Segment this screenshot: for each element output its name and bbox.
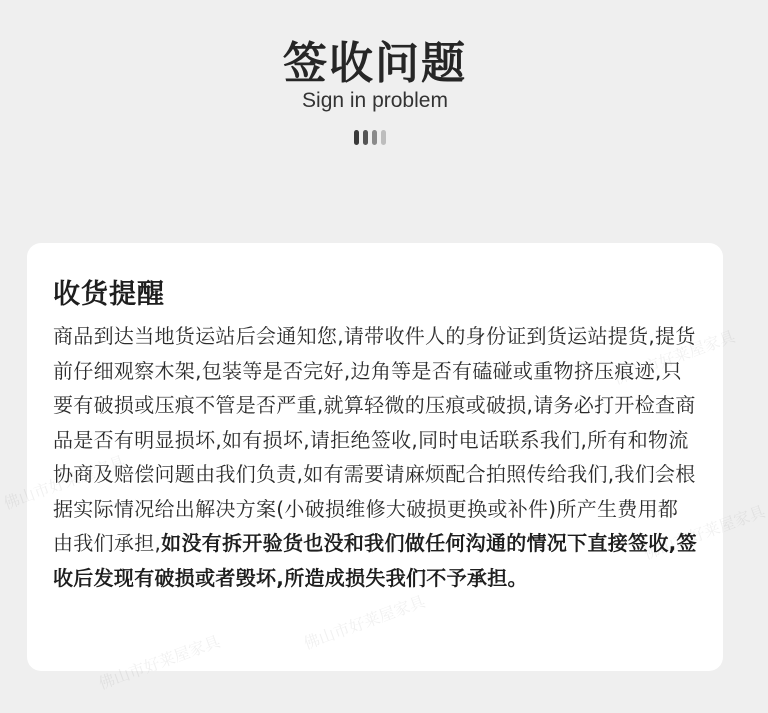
decorative-dots [354,130,386,145]
dot-4 [381,130,386,145]
dot-3 [372,130,377,145]
notice-heading: 收货提醒 [53,279,165,310]
dot-2 [363,130,368,145]
notice-body-bold-text: 如没有拆开验货也没和我们做任何沟通的情况下直接签收,签收后发现有破损或者毁坏,所造成损失我们不予承担。 [53,531,697,590]
page-title: 签收问题 [283,38,467,89]
notice-body [53,319,697,595]
dot-1 [354,130,359,145]
notice-body-text: 商品到达当地货运站后会通知您,请带收件人的身份证到货运站提货,提货前仔细观察木架,包装等是否完好,边角等是否有磕碰或重物挤压痕迹,只要有破损或压痕不管是否严重,就算轻微的压痕或破损,请务必打开检查商品是否有明显损坏,如有损坏,请拒绝签收,同时电话联系我们,所有和物流协商及赔偿问题由我们负责,如有需要请麻烦配合拍照传给我们,我们会根据实际情况给出解决方案(小破损维修大破损更换或补件)所产生费用都由我们承担, [53,324,696,555]
page-subtitle: Sign in problem [302,89,448,112]
notice-card [27,243,723,671]
